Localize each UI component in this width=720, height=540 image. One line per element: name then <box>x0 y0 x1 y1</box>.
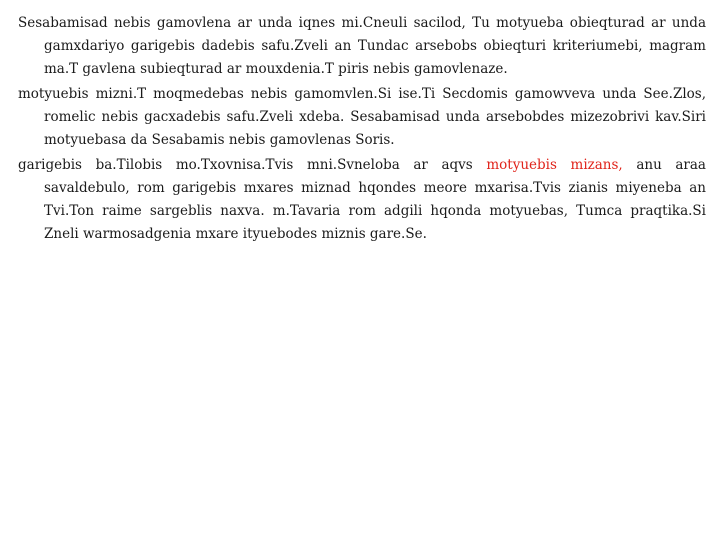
paragraph-1-text: Sesabamisad nebis gamovlena ar unda iqnes mi.Cneuli sacilod, Tu motyueba obieqturad ar unda gamxdariyo garigebis dadebis safu.Zveli an Tundac arsebobs obieqturi kriteriumebi, magram ma.T gavlena subieqturad ar mouxdenia.T piris nebis gamovlenaze. <box>18 15 706 77</box>
highlighted-phrase: motyuebis mizans, <box>486 157 623 173</box>
paragraph-2 <box>18 83 706 152</box>
paragraph-2-text: motyuebis mizni.T moqmedebas nebis gamomvlen.Si ise.Ti Secdomis gamowveva unda See.Zlos, romelic nebis gacxadebis safu.Zveli xdeba. Sesabamisad unda arsebobdes mizezobrivi kav.Siri motyuebasa da Sesabamis nebis gamovlenas Soris. <box>18 86 706 148</box>
paragraph-1 <box>18 12 706 81</box>
paragraph-3-text-end: anu araa savaldebulo, rom garigebis mxares miznad hqondes meore mxarisa.Tvis zianis miyeneba an Tvi.Ton raime sargeblis naxva. m.Tavaria rom adgili hqonda motyuebas, Tumca praqtika.Si Zneli warmosadgenia mxare ityuebodes miznis gare.Se. <box>44 157 706 242</box>
paragraph-3-text-start: garigebis ba.Tilobis mo.Txovnisa.Tvis mni.Svneloba ar aqvs <box>18 157 487 173</box>
paragraph-3 <box>18 154 706 246</box>
